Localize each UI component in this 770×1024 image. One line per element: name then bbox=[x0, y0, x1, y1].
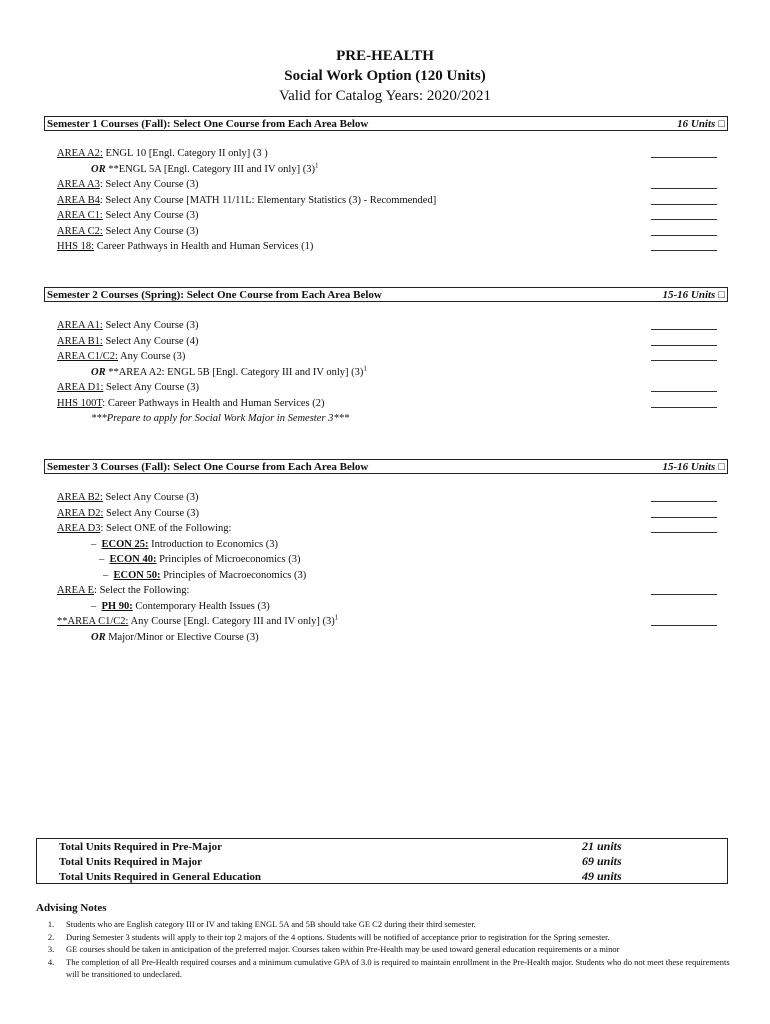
course-row bbox=[57, 239, 727, 255]
total-ge-label: Total Units Required in General Education bbox=[59, 871, 262, 883]
completion-line bbox=[651, 345, 717, 346]
footnote-marker: 1 bbox=[314, 161, 319, 169]
course-text: **AREA A2: ENGL 5B [Engl. Category III and IV only] (3) bbox=[105, 366, 364, 378]
or-row bbox=[57, 365, 727, 381]
catalog-years: Valid for Catalog Years: 2020/2021 bbox=[278, 88, 492, 104]
course-text: Select Any Course (3) bbox=[102, 210, 199, 221]
semester-3-course-list bbox=[57, 490, 727, 645]
advising-title: Advising Notes bbox=[36, 902, 107, 914]
dash-icon: – bbox=[99, 554, 110, 565]
course-row bbox=[57, 490, 727, 506]
course-row bbox=[57, 193, 727, 209]
option-row bbox=[57, 599, 727, 615]
course-area: AREA D2: bbox=[57, 507, 104, 519]
note-number: 4. bbox=[47, 956, 55, 967]
dash-icon: – bbox=[103, 569, 114, 581]
option-row bbox=[57, 552, 727, 568]
advising-note bbox=[36, 943, 736, 956]
course-area: AREA B2: bbox=[57, 492, 103, 503]
course-text: Any Course (3) bbox=[117, 351, 186, 362]
completion-line bbox=[651, 391, 717, 392]
completion-line bbox=[651, 329, 717, 330]
semester-heading-text: Semester 2 Courses (Spring): Select One Course from Each Area Below bbox=[47, 288, 382, 301]
course-row bbox=[57, 521, 727, 537]
note-number: 1. bbox=[47, 919, 55, 929]
course-row bbox=[57, 583, 727, 599]
course-text: **ENGL 5A [Engl. Category III and IV only] (3) bbox=[105, 163, 315, 175]
note-text: GE courses should be taken in anticipation of the preferred major. Courses taken within Pre-Health may be used toward general education requirements or a minor bbox=[66, 944, 620, 954]
completion-line bbox=[651, 188, 717, 189]
footnote-marker: 1 bbox=[334, 613, 339, 622]
total-pre-major-value: 21 units bbox=[582, 839, 622, 853]
document-title: PRE-HEALTH bbox=[336, 48, 434, 64]
completion-line bbox=[651, 250, 717, 251]
completion-line bbox=[651, 204, 717, 205]
note-number: 2. bbox=[47, 931, 55, 942]
course-text: Introduction to Economics (3) bbox=[148, 538, 278, 550]
course-code: ECON 25: bbox=[101, 538, 149, 550]
note-text: During Semester 3 students will apply to their top 2 majors of the 4 options. Students will be notified of acceptance prior to registration for the Spring semester. bbox=[66, 931, 610, 942]
or-label: OR bbox=[91, 163, 106, 175]
course-row bbox=[57, 177, 727, 193]
course-row bbox=[57, 318, 727, 334]
completion-line bbox=[651, 517, 717, 518]
total-pre-major-label: Total Units Required in Pre-Major bbox=[59, 841, 222, 853]
option-row bbox=[57, 537, 727, 553]
completion-line bbox=[651, 407, 717, 408]
completion-line bbox=[651, 157, 717, 158]
semester-heading-text: Semester 3 Courses (Fall): Select One Course from Each Area Below bbox=[47, 460, 369, 473]
course-text: Any Course [Engl. Category III and IV only] (3) bbox=[128, 616, 335, 627]
course-row bbox=[57, 380, 727, 396]
course-text: Select Any Course (3) bbox=[102, 492, 199, 503]
checkbox-icon: □ bbox=[718, 460, 725, 473]
advising-notes bbox=[36, 902, 736, 981]
course-text: Principles of Microeconomics (3) bbox=[156, 554, 301, 565]
course-text: : Career Pathways in Health and Human Services (2) bbox=[102, 397, 325, 409]
note-text: Students who are English category III or IV and taking ENGL 5A and 5B should take GE C2 during their third semester. bbox=[66, 919, 476, 929]
note-text: The completion of all Pre-Health required courses and a minimum cumulative GPA of 3.0 is required to maintain enrollment in the Pre-Health major. Students who do not meet these requirements will be transitioned to undeclared. bbox=[66, 956, 730, 979]
course-code: ECON 40: bbox=[109, 554, 157, 565]
checkbox-icon: □ bbox=[718, 288, 725, 301]
course-area: AREA C1: bbox=[57, 210, 103, 221]
course-area: AREA C2: bbox=[57, 225, 103, 237]
semester-units: 15-16 Units □ bbox=[662, 288, 725, 301]
semester-2-course-list bbox=[57, 318, 727, 427]
course-area: AREA A3 bbox=[57, 179, 100, 190]
total-major-label: Total Units Required in Major bbox=[59, 856, 203, 868]
course-row bbox=[57, 506, 727, 522]
option-row bbox=[57, 568, 727, 584]
course-row bbox=[57, 349, 727, 365]
course-area: AREA A1: bbox=[57, 320, 103, 331]
document-header bbox=[0, 46, 770, 106]
totals-box bbox=[36, 838, 728, 884]
course-text: : Select the Following: bbox=[94, 585, 190, 596]
checkbox-icon: □ bbox=[718, 117, 725, 130]
course-text: Select Any Course (4) bbox=[102, 335, 199, 347]
course-text: Select Any Course (3) bbox=[102, 225, 199, 237]
course-area: HHS 18: bbox=[57, 241, 95, 252]
course-text: ENGL 10 [Engl. Category II only] (3 ) bbox=[102, 148, 268, 159]
or-row bbox=[57, 162, 727, 178]
completion-line bbox=[651, 360, 717, 361]
advising-note bbox=[36, 918, 736, 931]
semester-units: 15-16 Units □ bbox=[662, 460, 725, 473]
completion-line bbox=[651, 219, 717, 220]
completion-line bbox=[651, 501, 717, 502]
semester-1-heading bbox=[44, 116, 728, 131]
course-code: PH 90: bbox=[101, 600, 133, 612]
course-text: Career Pathways in Health and Human Services (1) bbox=[94, 241, 314, 252]
completion-line bbox=[651, 235, 717, 236]
note-text: ***Prepare to apply for Social Work Major in Semester 3*** bbox=[91, 413, 350, 424]
course-row bbox=[57, 146, 727, 162]
course-text: Select Any Course (3) bbox=[102, 320, 199, 331]
course-row bbox=[57, 224, 727, 240]
course-text: Select Any Course (3) bbox=[103, 382, 200, 393]
completion-line bbox=[651, 594, 717, 595]
course-area: HHS 100T bbox=[57, 397, 103, 409]
dash-icon: – bbox=[91, 600, 102, 612]
footnote-marker: 1 bbox=[363, 364, 367, 372]
course-area: AREA D1: bbox=[57, 382, 104, 393]
course-text: Major/Minor or Elective Course (3) bbox=[105, 631, 259, 643]
semester-heading-text: Semester 1 Courses (Fall): Select One Course from Each Area Below bbox=[47, 117, 369, 130]
or-label: OR bbox=[91, 631, 106, 643]
semester-1-course-list bbox=[57, 146, 727, 255]
course-text: : Select Any Course [MATH 11/11L: Elementary Statistics (3) - Recommended] bbox=[99, 194, 437, 206]
course-code: ECON 50: bbox=[113, 569, 161, 581]
note-number: 3. bbox=[47, 944, 55, 954]
course-text: Select Any Course (3) bbox=[103, 507, 200, 519]
total-ge-value: 49 units bbox=[582, 869, 622, 883]
dash-icon: – bbox=[91, 538, 102, 550]
document-subtitle: Social Work Option (120 Units) bbox=[284, 68, 486, 84]
advising-note bbox=[36, 956, 736, 981]
course-row bbox=[57, 614, 727, 630]
semester-3-heading bbox=[44, 459, 728, 474]
course-row bbox=[57, 334, 727, 350]
advising-note bbox=[36, 931, 736, 944]
course-row bbox=[57, 396, 727, 412]
course-area: AREA D3 bbox=[57, 523, 101, 534]
course-text: Principles of Macroeconomics (3) bbox=[160, 569, 307, 581]
total-major-value: 69 units bbox=[582, 854, 622, 868]
course-row bbox=[57, 208, 727, 224]
semester-2-heading bbox=[44, 287, 728, 302]
or-label: OR bbox=[91, 366, 106, 378]
course-text: : Select ONE of the Following: bbox=[100, 523, 232, 534]
course-text: Contemporary Health Issues (3) bbox=[132, 600, 270, 612]
course-area: AREA B1: bbox=[57, 335, 103, 347]
note-row bbox=[57, 411, 727, 427]
course-area: **AREA C1/C2: bbox=[57, 616, 129, 627]
completion-line bbox=[651, 625, 717, 626]
course-area: AREA E bbox=[57, 585, 95, 596]
completion-line bbox=[651, 532, 717, 533]
semester-units: 16 Units □ bbox=[677, 117, 725, 130]
or-row bbox=[57, 630, 727, 646]
course-area: AREA C1/C2: bbox=[57, 351, 118, 362]
course-area: AREA B4 bbox=[57, 194, 100, 206]
course-text: : Select Any Course (3) bbox=[99, 179, 199, 190]
course-area: AREA A2: bbox=[57, 148, 103, 159]
